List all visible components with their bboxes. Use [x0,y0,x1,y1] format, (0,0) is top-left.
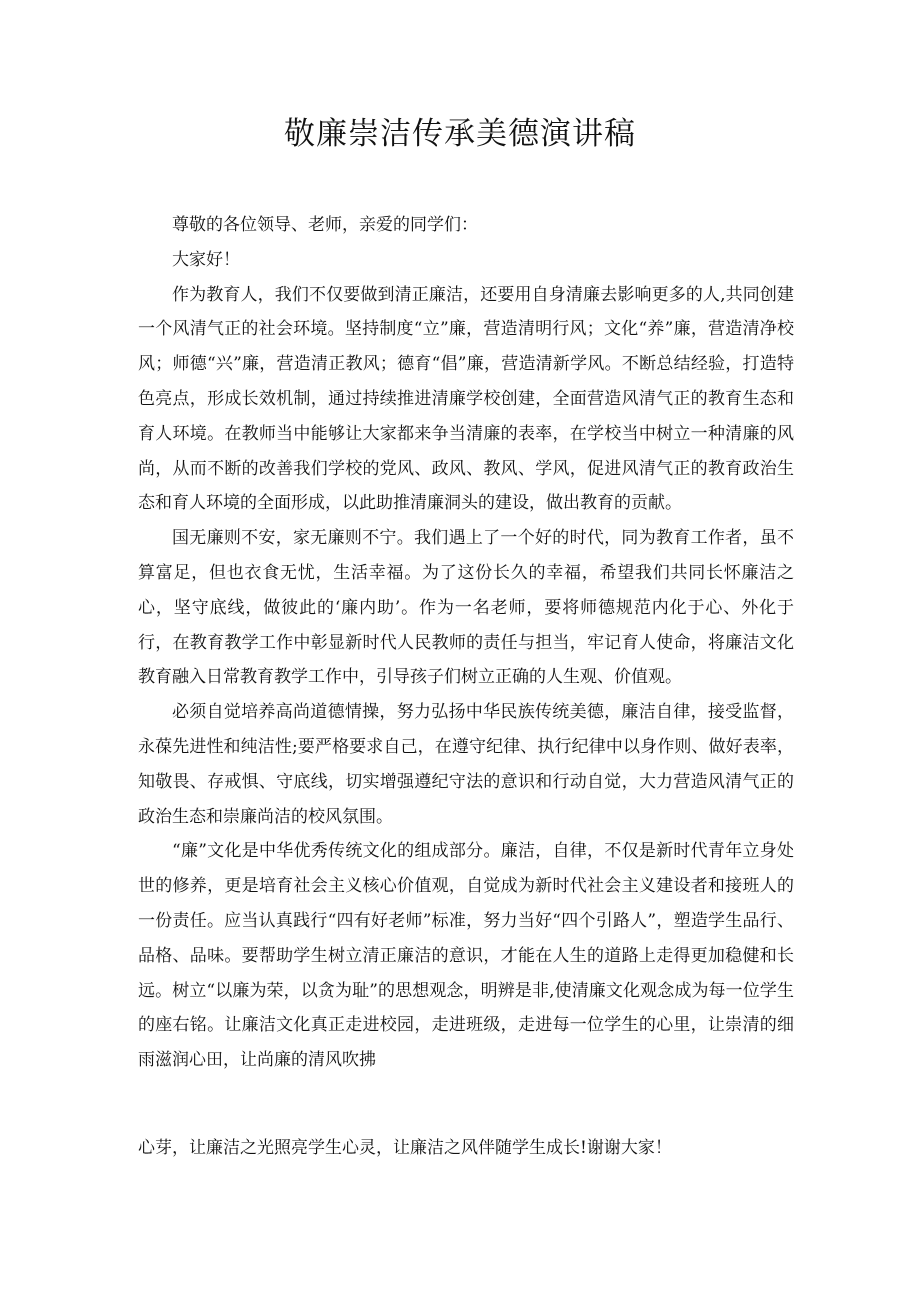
paragraph-4: “廉”文化是中华优秀传统文化的组成部分。廉洁，自律，不仅是新时代青年立身处世的修养，更是培育社会主义核心价值观，自觉成为新时代社会主义建设者和接班人的一份责任。应当认真践行“四有好老师”标准，努力当好“四个引路人”，塑造学生品行、品格、品味。要帮助学生树立清正廉洁的意识，才能在人生的道路上走得更加稳健和长远。树立“以廉为荣，以贪为耻”的思想观念，明辨是非,使清廉文化观念成为每一位学生的座右铭。让廉洁文化真正走进校园，走进班级，走进每一位学生的心里，让崇清的细雨滋润心田，让尚廉的清风吹拂 [138,841,794,1071]
greeting: 大家好！ [172,249,240,270]
closing-line: 心芽，让廉洁之光照亮学生心灵，让廉洁之风伴随学生成长!谢谢大家！ [138,1138,672,1158]
paragraph-2: 国无廉则不安，家无廉则不宁。我们遇上了一个好的时代，同为教育工作者，虽不算富足，但也衣食无忧，生活幸福。为了这份长久的幸福，希望我们共同长怀廉洁之心，坚守底线，做彼此的‘廉内助’。作为一名老师，要将师德规范内化于心、外化于行，在教育教学工作中彰显新时代人民教师的责任与担当，牢记育人使命，将廉洁文化教育融入日常教育教学工作中，引导孩子们树立正确的人生观、价值观。 [138,528,794,688]
paragraph-3: 必须自觉培养高尚道德情操，努力弘扬中华民族传统美德，廉洁自律，接受监督，永葆先进性和纯洁性;要严格要求自己，在遵守纪律、执行纪律中以身作则、做好表率，知敬畏、存戒惧、守底线，切实增强遵纪守法的意识和行动自觉，大力营造风清气正的政治生态和崇廉尚洁的校风氛围。 [138,702,794,827]
salutation: 尊敬的各位领导、老师，亲爱的同学们： [172,215,478,235]
document-title: 敬廉崇洁传承美德演讲稿 [284,116,636,152]
speech-body [138,208,794,1078]
paragraph-1: 作为教育人，我们不仅要做到清正廉洁，还要用自身清廉去影响更多的人,共同创建一个风清气正的社会环境。坚持制度“立”廉，营造清明行风；文化“养”廉，营造清净校风；师德“兴”廉，营造清正教风；德育“倡”廉，营造清新学风。不断总结经验，打造特色亮点，形成长效机制，通过持续推进清廉学校创建，全面营造风清气正的教育生态和育人环境。在教师当中能够让大家都来争当清廉的表率，在学校当中树立一种清廉的风尚，从而不断的改善我们学校的党风、政风、教风、学风，促进风清气正的教育政治生态和育人环境的全面形成，以此助推清廉洞头的建设，做出教育的贡献。 [138,284,794,514]
